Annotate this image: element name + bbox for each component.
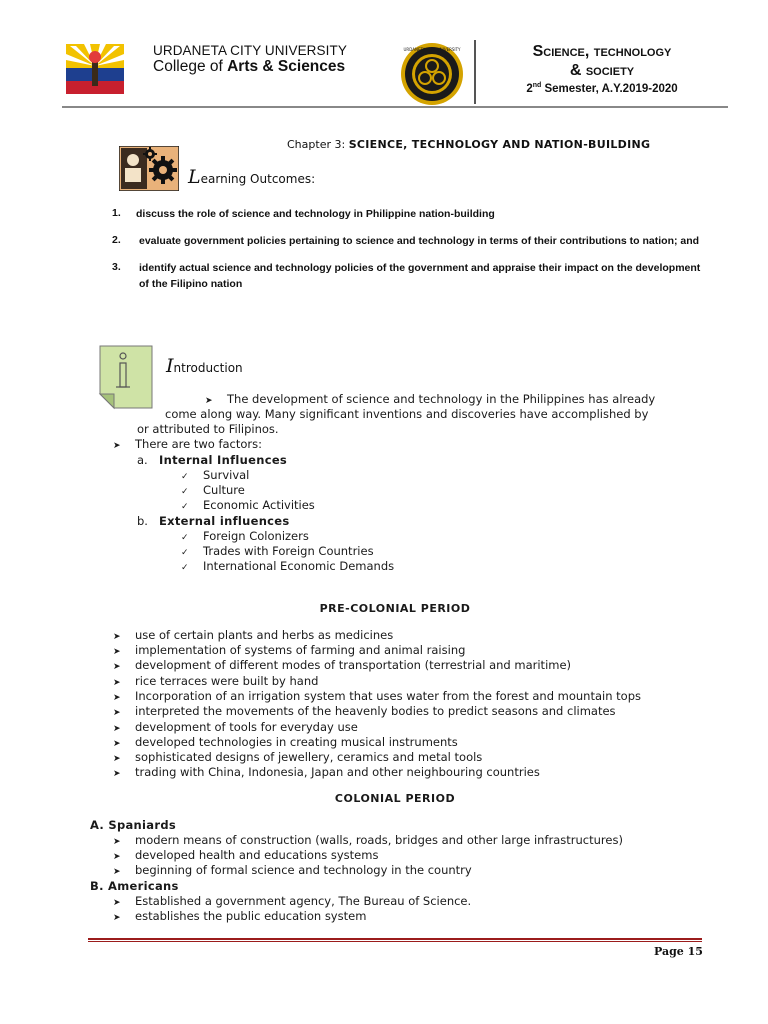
list-item: ✓ Trades with Foreign Countries (181, 544, 374, 558)
pre-colonial-heading: PRE-COLONIAL PERIOD (319, 602, 471, 615)
list-item: ✓ Culture (181, 483, 245, 497)
semester-line: 2nd Semester, A.Y.2019-2020 (526, 82, 678, 95)
learning-outcomes-title: Learning Outcomes: (188, 166, 316, 188)
info-note-icon (96, 344, 154, 410)
list-item: ➤ modern means of construction (walls, roads, bridges and other large infrastructures) (113, 833, 623, 847)
list-item: ➤ establishes the public education system (113, 909, 367, 923)
university-seal-icon (400, 42, 464, 106)
colonial-heading: COLONIAL PERIOD (334, 792, 456, 805)
seal-lettering: URDANETA CITY UNIVERSITY (403, 47, 461, 52)
learning-outcomes-list (112, 207, 712, 292)
course-title: Science, technology & society (532, 43, 672, 79)
university-logo-icon (66, 44, 124, 94)
footer-rule (88, 938, 702, 940)
intro-paragraph-second-line: come along way. Many significant inventions and discoveries have accomplished by (165, 407, 649, 421)
spaniards-label: A. Spaniards (90, 818, 176, 832)
list-item: ✓ Foreign Colonizers (181, 529, 309, 543)
internal-influences-label: a. Internal Influences (137, 453, 288, 467)
list-item: 1. discuss the role of science and technology in Philippine nation-building (112, 207, 495, 220)
list-item: ➤ developed health and educations systems (113, 848, 379, 862)
university-name: URDANETA CITY UNIVERSITY (153, 43, 347, 58)
header-divider (474, 40, 476, 104)
list-item: ➤ development of different modes of transportation (terrestrial and maritime) (113, 658, 572, 672)
list-item: ✓ International Economic Demands (181, 559, 395, 573)
list-item: ➤ trading with China, Indonesia, Japan and other neighbouring countries (113, 765, 540, 779)
college-name: College of Arts & Sciences (153, 58, 346, 75)
list-item: ➤ use of certain plants and herbs as medicines (113, 628, 394, 642)
intro-paragraph-first-line: ➤ The development of science and technology in the Philippines has already (205, 392, 656, 406)
introduction-title: Introduction (166, 355, 243, 377)
list-item: ➤ Incorporation of an irrigation system that uses water from the forest and mountain tops (113, 689, 642, 703)
list-item: ➤ Established a government agency, The Bureau of Science. (113, 894, 472, 908)
list-item: ➤ rice terraces were built by hand (113, 674, 319, 688)
list-item: ➤ interpreted the movements of the heavenly bodies to predict seasons and climates (113, 704, 616, 718)
list-item: ➤ sophisticated designs of jewellery, ceramics and metal tools (113, 750, 483, 764)
list-item: ✓ Survival (181, 468, 250, 482)
page-header (0, 0, 768, 110)
factors-intro: ➤ There are two factors: (113, 437, 263, 451)
page-number: Page 15 (654, 945, 703, 958)
list-item: ➤ beginning of formal science and technology in the country (113, 863, 472, 877)
americans-label: B. Americans (90, 879, 179, 893)
list-item: ✓ Economic Activities (181, 498, 315, 512)
list-item: ➤ developed technologies in creating musical instruments (113, 735, 458, 749)
list-item: 3. identify actual science and technology policies of the government and appraise their impact on the development of the Filipino nation (112, 261, 701, 290)
list-item: 2. evaluate government policies pertaining to science and technology in terms of their contributions to nation; and (112, 233, 700, 247)
external-influences-label: b. External influences (137, 514, 290, 528)
intro-paragraph-third-line: or attributed to Filipinos. (137, 422, 279, 436)
header-rule (62, 106, 728, 108)
list-item: ➤ development of tools for everyday use (113, 720, 358, 734)
list-item: ➤ implementation of systems of farming and animal raising (113, 643, 466, 657)
footer-rule-thin (88, 941, 702, 942)
gears-icon (119, 146, 179, 191)
chapter-heading: Chapter 3: SCIENCE, TECHNOLOGY AND NATION-BUILDING (287, 138, 651, 151)
